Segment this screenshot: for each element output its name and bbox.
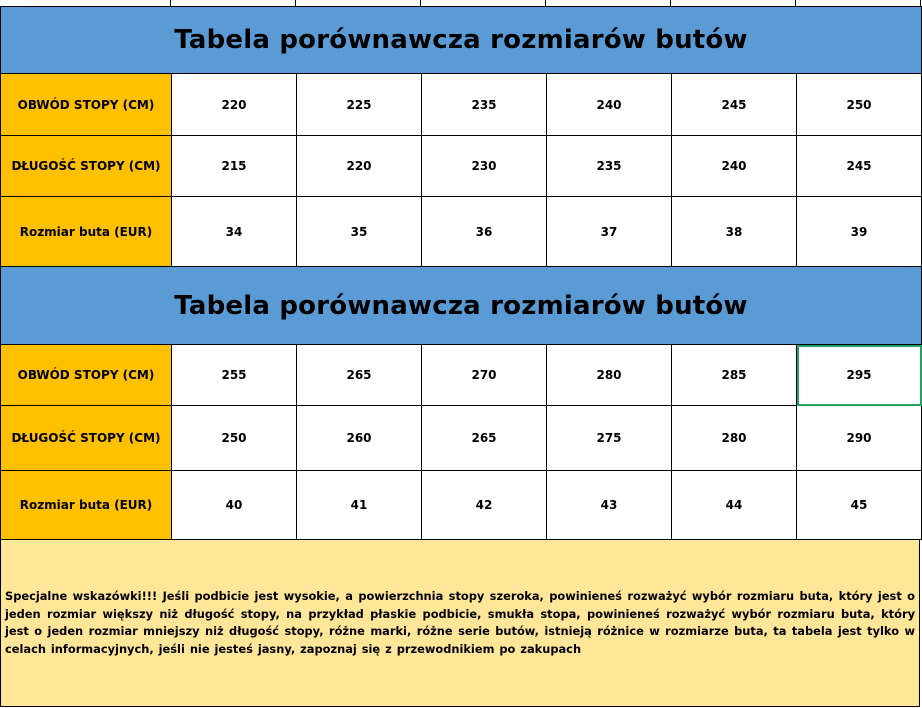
- table-cell[interactable]: 280: [672, 406, 797, 471]
- table-row: [1, 345, 922, 406]
- table-cell[interactable]: 245: [672, 74, 797, 136]
- table-cell[interactable]: 44: [672, 471, 797, 540]
- table-cell[interactable]: 280: [547, 345, 672, 406]
- row-label-foot-length[interactable]: DŁUGOŚĆ STOPY (CM): [1, 406, 172, 471]
- table-title[interactable]: Tabela porównawcza rozmiarów butów: [1, 267, 922, 345]
- table-cell[interactable]: 240: [672, 136, 797, 197]
- table-cell[interactable]: 43: [547, 471, 672, 540]
- table-cell[interactable]: 245: [797, 136, 922, 197]
- table-cell[interactable]: 215: [172, 136, 297, 197]
- row-label-foot-length[interactable]: DŁUGOŚĆ STOPY (CM): [1, 136, 172, 197]
- size-table-1: [0, 6, 922, 267]
- row-label-foot-girth[interactable]: OBWÓD STOPY (CM): [1, 345, 172, 406]
- table-cell[interactable]: 40: [172, 471, 297, 540]
- table-row: [1, 197, 922, 267]
- table-cell[interactable]: 220: [297, 136, 422, 197]
- table-cell[interactable]: 225: [297, 74, 422, 136]
- table-cell[interactable]: 42: [422, 471, 547, 540]
- table-cell[interactable]: 235: [422, 74, 547, 136]
- row-label-shoe-size[interactable]: Rozmiar buta (EUR): [1, 197, 172, 267]
- table-cell[interactable]: 39: [797, 197, 922, 267]
- table-cell[interactable]: 260: [297, 406, 422, 471]
- table-title[interactable]: Tabela porównawcza rozmiarów butów: [1, 7, 922, 74]
- table-cell[interactable]: 36: [422, 197, 547, 267]
- table-row: [1, 74, 922, 136]
- table-cell[interactable]: 45: [797, 471, 922, 540]
- selected-cell[interactable]: 295: [797, 345, 922, 406]
- table-row: [1, 136, 922, 197]
- table-cell[interactable]: 41: [297, 471, 422, 540]
- table-cell[interactable]: 275: [547, 406, 672, 471]
- table-cell[interactable]: 290: [797, 406, 922, 471]
- table-cell[interactable]: 285: [672, 345, 797, 406]
- table-cell[interactable]: 37: [547, 197, 672, 267]
- table-cell[interactable]: 230: [422, 136, 547, 197]
- table-cell[interactable]: 240: [547, 74, 672, 136]
- table-cell[interactable]: 35: [297, 197, 422, 267]
- table-row: [1, 471, 922, 540]
- table-cell[interactable]: 255: [172, 345, 297, 406]
- row-label-foot-girth[interactable]: OBWÓD STOPY (CM): [1, 74, 172, 136]
- table-cell[interactable]: 34: [172, 197, 297, 267]
- table-cell[interactable]: 270: [422, 345, 547, 406]
- notes-text: Specjalne wskazówki!!! Jeśli podbicie jest wysokie, a powierzchnia stopy szeroka, powinieneś rozważyć wybór rozmiaru buta, który jest o jeden rozmiar większy niż długość stopy, na przykład płaskie podbicie, smukła stopa, powinieneś rozważyć wybór rozmiaru buta, który jest o jeden rozmiar mniejszy niż długość stopy, różne marki, różne serie butów, istnieją różnice w rozmiarze buta, ta tabela jest tylko w celach informacyjnych, jeśli nie jesteś jasny, zapoznaj się z przewodnikiem po zakupach: [5, 589, 915, 656]
- table-cell[interactable]: 250: [172, 406, 297, 471]
- notes-cell[interactable]: [0, 539, 920, 707]
- table-cell[interactable]: 250: [797, 74, 922, 136]
- table-cell[interactable]: 38: [672, 197, 797, 267]
- table-cell[interactable]: 265: [297, 345, 422, 406]
- table-cell[interactable]: 235: [547, 136, 672, 197]
- table-row: [1, 406, 922, 471]
- row-label-shoe-size[interactable]: Rozmiar buta (EUR): [1, 471, 172, 540]
- table-cell[interactable]: 265: [422, 406, 547, 471]
- size-table-2: [0, 266, 922, 540]
- table-cell[interactable]: 220: [172, 74, 297, 136]
